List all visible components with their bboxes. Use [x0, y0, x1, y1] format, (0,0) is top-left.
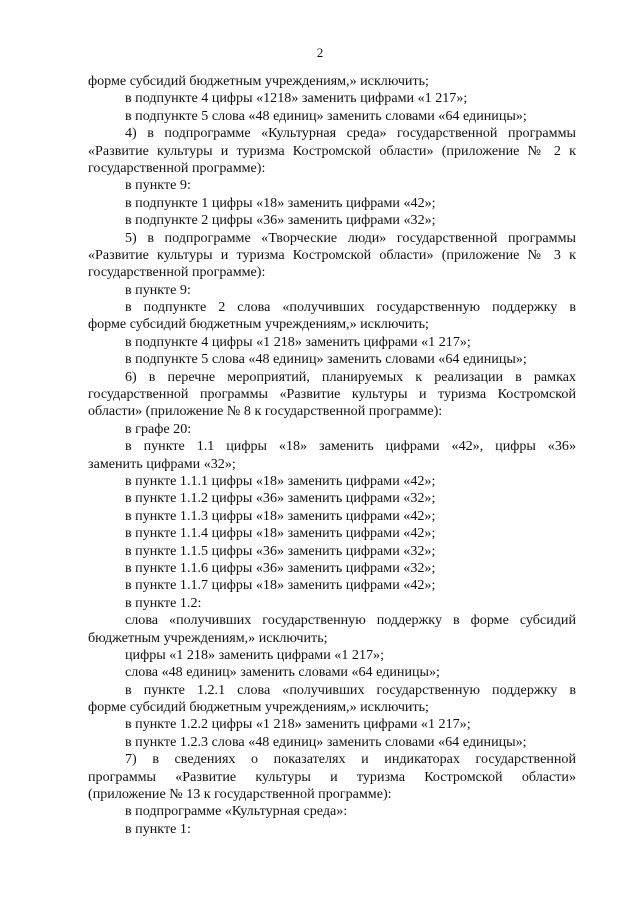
- text-line: в подпункте 5 слова «48 единиц» заменить словами «64 единицы»;: [125, 351, 527, 368]
- text-line: в пункте 1.1.5 цифры «36» заменить цифрами «32»;: [125, 542, 436, 559]
- text-line: государственной программе):: [88, 159, 266, 176]
- text-line: в пункте 1.1.3 цифры «18» заменить цифрами «42»;: [125, 507, 436, 524]
- text-line: 7) в сведениях о показателях и индикаторах государственной: [125, 751, 576, 768]
- document-body: [88, 73, 576, 838]
- text-line: программы «Развитие культуры и туризма Костромской области»: [88, 768, 576, 785]
- text-line: государственной программе):: [88, 264, 266, 281]
- text-line: в подпункте 4 цифры «1218» заменить цифрами «1 217»;: [125, 90, 468, 107]
- text-line: в подпункте 2 цифры «36» заменить цифрами «32»;: [125, 212, 436, 229]
- text-line: форме субсидий бюджетным учреждениям,» исключить;: [88, 73, 429, 89]
- text-line: в подпункте 2 слова «получивших государственную поддержку в: [125, 299, 576, 316]
- text-line: в пункте 1.2.1 слова «получивших государственную поддержку в: [125, 681, 576, 698]
- page-number: 2: [316, 45, 324, 60]
- text-line: в подпункте 4 цифры «1 218» заменить цифрами «1 217»;: [125, 333, 471, 350]
- text-line: 5) в подпрограмме «Творческие люди» государственной программы: [125, 229, 576, 246]
- text-line: слова «получивших государственную поддержку в форме субсидий: [125, 612, 576, 629]
- text-line: «Развитие культуры и туризма Костромской области» (приложение № 2 к: [88, 142, 576, 159]
- text-line: бюджетным учреждениям,» исключить;: [88, 629, 328, 646]
- text-line: в пункте 1:: [125, 820, 191, 837]
- text-line: 6) в перечне мероприятий, планируемых к реализации в рамках: [125, 368, 576, 385]
- text-line: (приложение № 13 к государственной программе):: [88, 786, 392, 803]
- text-line: в пункте 1.2.3 слова «48 единиц» заменить словами «64 единицы»;: [125, 733, 527, 750]
- text-line: форме субсидий бюджетным учреждениям,» исключить;: [88, 316, 429, 333]
- text-line: в пункте 9:: [125, 177, 191, 194]
- text-line: государственной программы «Развитие культуры и туризма Костромской: [88, 386, 576, 403]
- text-line: слова «48 единиц» заменить словами «64 единицы»;: [125, 664, 440, 681]
- text-line: в подпункте 5 слова «48 единиц» заменить словами «64 единицы»;: [125, 107, 527, 124]
- text-line: в пункте 1.2:: [125, 594, 202, 611]
- text-line: в подпрограмме «Культурная среда»:: [125, 803, 348, 820]
- text-line: «Развитие культуры и туризма Костромской области» (приложение № 3 к: [88, 246, 576, 263]
- text-line: в пункте 1.1.7 цифры «18» заменить цифрами «42»;: [125, 577, 436, 594]
- text-line: в пункте 1.2.2 цифры «1 218» заменить цифрами «1 217»;: [125, 716, 471, 733]
- text-line: в пункте 1.1 цифры «18» заменить цифрами «42», цифры «36»: [125, 438, 576, 455]
- text-line: области» (приложение № 8 к государственной программе):: [88, 403, 443, 420]
- text-line: заменить цифрами «32»;: [88, 455, 236, 472]
- text-line: в пункте 1.1.2 цифры «36» заменить цифрами «32»;: [125, 490, 436, 507]
- text-line: форме субсидий бюджетным учреждениям,» исключить;: [88, 699, 429, 716]
- text-line: в пункте 9:: [125, 281, 191, 298]
- text-line: в пункте 1.1.6 цифры «36» заменить цифрами «32»;: [125, 559, 436, 576]
- text-line: в пункте 1.1.1 цифры «18» заменить цифрами «42»;: [125, 472, 436, 489]
- text-line: 4) в подпрограмме «Культурная среда» государственной программы: [125, 125, 576, 142]
- text-line: в графе 20:: [125, 420, 192, 437]
- text-line: в подпункте 1 цифры «18» заменить цифрами «42»;: [125, 194, 436, 211]
- text-line: в пункте 1.1.4 цифры «18» заменить цифрами «42»;: [125, 525, 436, 542]
- text-line: цифры «1 218» заменить цифрами «1 217»;: [125, 646, 385, 663]
